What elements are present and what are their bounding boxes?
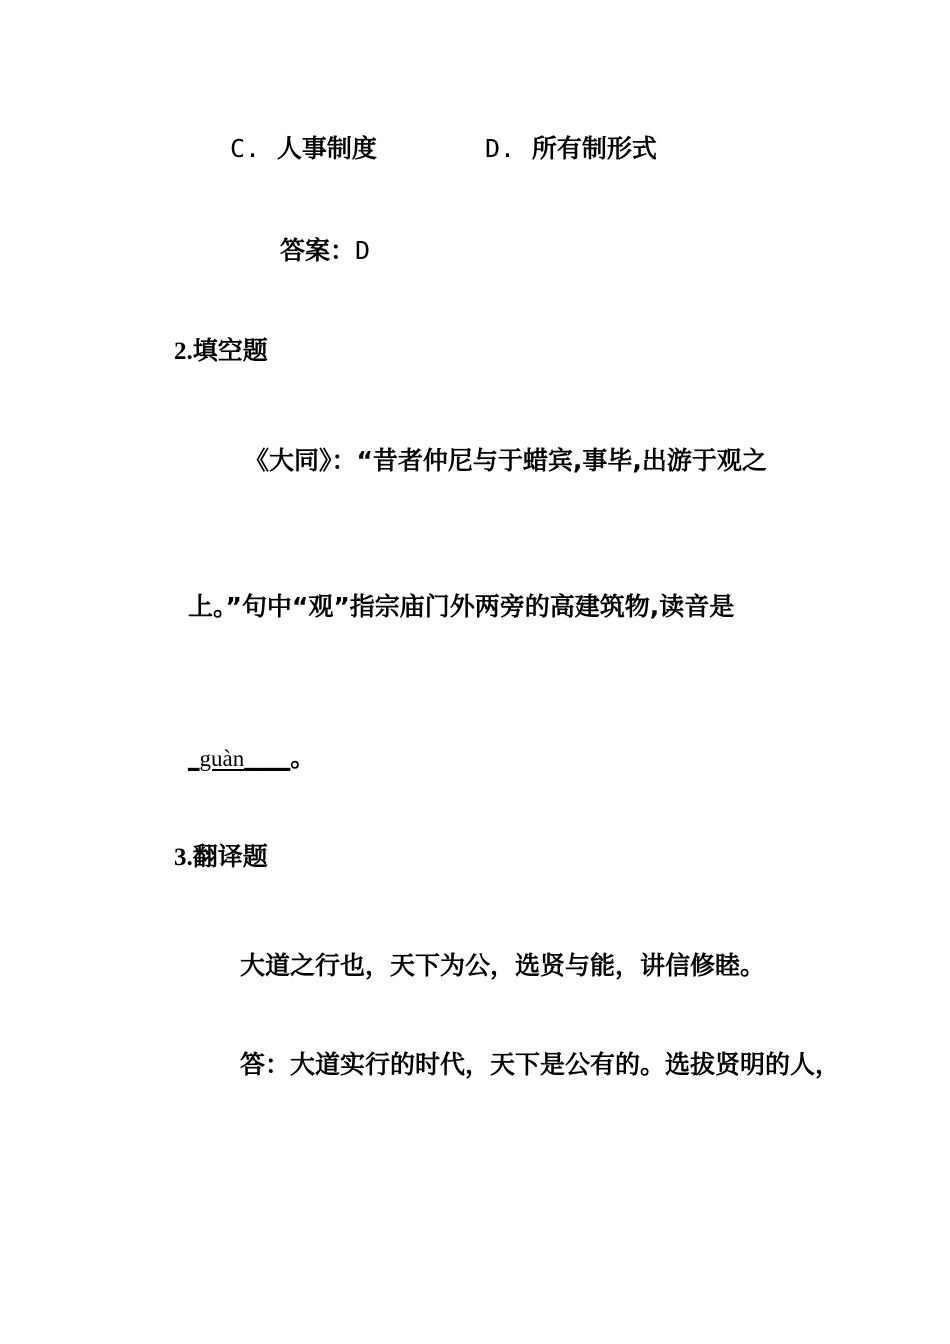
q2-blank-line bbox=[188, 743, 315, 774]
q1-answer bbox=[280, 236, 370, 266]
q2-heading: 2.填空题 bbox=[174, 338, 268, 365]
q3-original-text: 大道之行也，天下为公，选贤与能，讲信修睦。 bbox=[240, 951, 766, 980]
q3-answer-label: 答： bbox=[240, 1050, 291, 1079]
q3-answer bbox=[240, 1050, 840, 1080]
option-c-letter: C. bbox=[230, 134, 261, 163]
answer-value: D bbox=[355, 236, 371, 265]
option-d-letter: D. bbox=[485, 134, 516, 163]
answer-label: 答案： bbox=[280, 236, 356, 265]
option-c bbox=[230, 134, 377, 164]
fill-blank: _guàn____ bbox=[188, 746, 291, 771]
q2-line-2: 上。”句中“观”指宗庙门外两旁的高建筑物,读音是 bbox=[188, 592, 735, 621]
end-punct: 。 bbox=[290, 743, 316, 772]
q3-heading: 3.翻译题 bbox=[174, 844, 268, 871]
option-d bbox=[485, 134, 657, 164]
q2-line-1: 《大同》：“昔者仲尼与于蜡宾,事毕,出游于观之 bbox=[244, 446, 767, 475]
blank-answer: guàn bbox=[199, 746, 245, 771]
q3-answer-text: 大道实行的时代，天下是公有的。选拔贤明的人， bbox=[290, 1050, 841, 1079]
option-d-text: 所有制形式 bbox=[531, 134, 657, 163]
option-c-text: 人事制度 bbox=[276, 134, 377, 163]
